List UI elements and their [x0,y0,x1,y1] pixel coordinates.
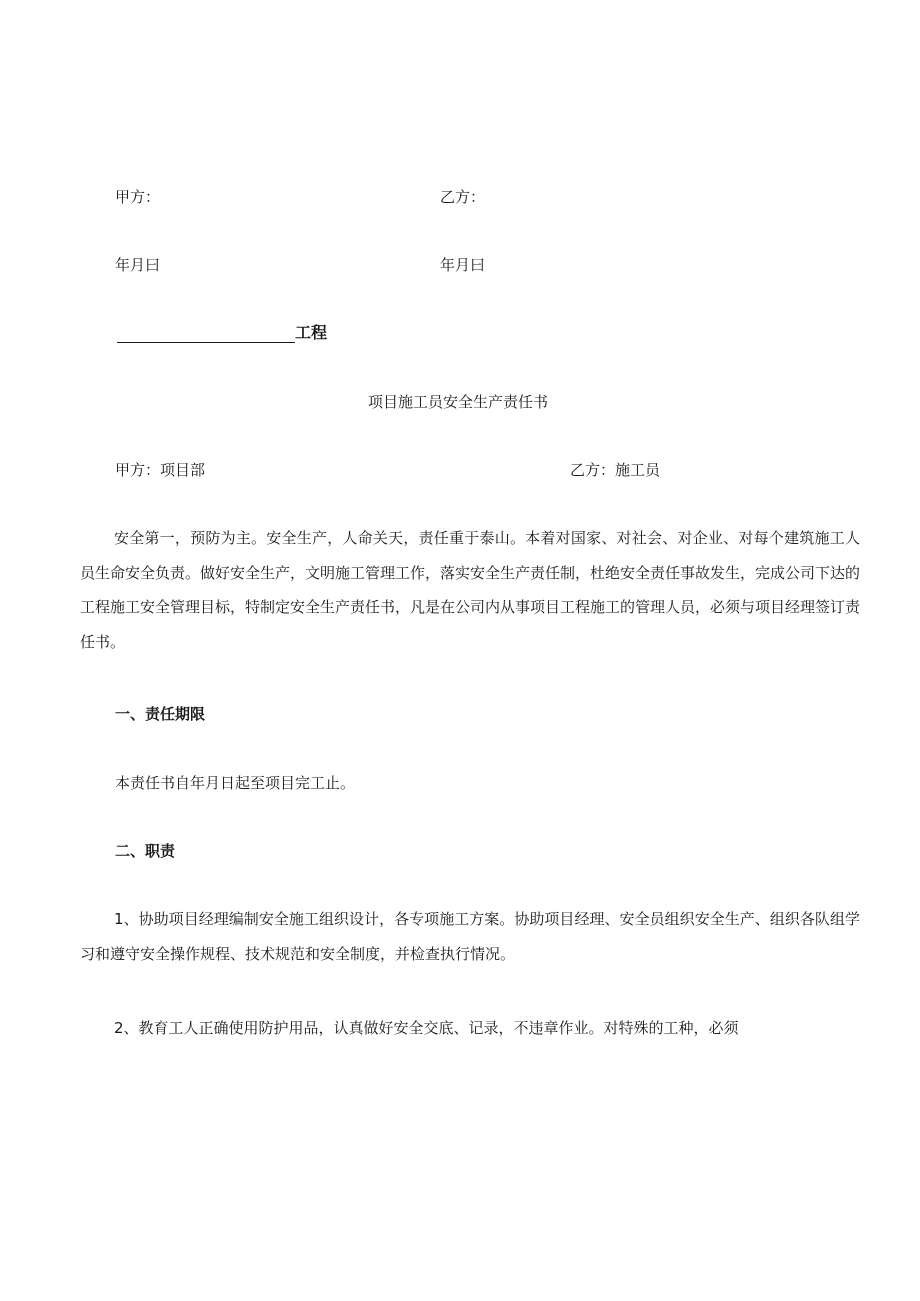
document-party-a: 甲方：项目部 [115,461,206,479]
document-title: 项目施工员安全生产责任书 [368,393,549,411]
party-a-label: 甲方： [115,188,161,206]
duty-item-2: 2、教育工人正确使用防护用品，认真做好安全交底、记录，不违章作业。对特殊的工种，必须 [114,1019,739,1037]
intro-paragraph: 安全第一，预防为主。安全生产，人命关天，责任重于泰山。本着对国家、对社会、对企业、对每个建筑施工人员生命安全负责。做好安全生产，文明施工管理工作，落实安全生产责任制，杜绝安全责任事故发生，完成公司下达的工程施工安全管理目标，特制定安全生产责任书，凡是在公司内从事项目工程施工的管理人员，必须与项目经理签订责任书。 [80,529,861,651]
party-b-date: 年月曰 [440,256,486,274]
party-b-label: 乙方： [440,188,486,206]
section-term-text: 本责任书自年月日起至项目完工止。 [115,774,356,792]
section-heading-duties: 二、职责 [115,842,176,860]
project-name-blank [117,324,295,343]
duty-item-1: 1、协助项目经理编制安全施工组织设计，各专项施工方案。协助项目经理、安全员组织安全生产、组织各队组学习和遵守安全操作规程、技术规范和安全制度，并检查执行情况。 [80,910,860,963]
project-suffix: 工程 [295,323,328,342]
party-a-date: 年月曰 [115,256,161,274]
document-party-b: 乙方：施工员 [570,461,661,479]
section-heading-term: 一、责任期限 [115,705,206,723]
project-name-line [117,323,327,343]
